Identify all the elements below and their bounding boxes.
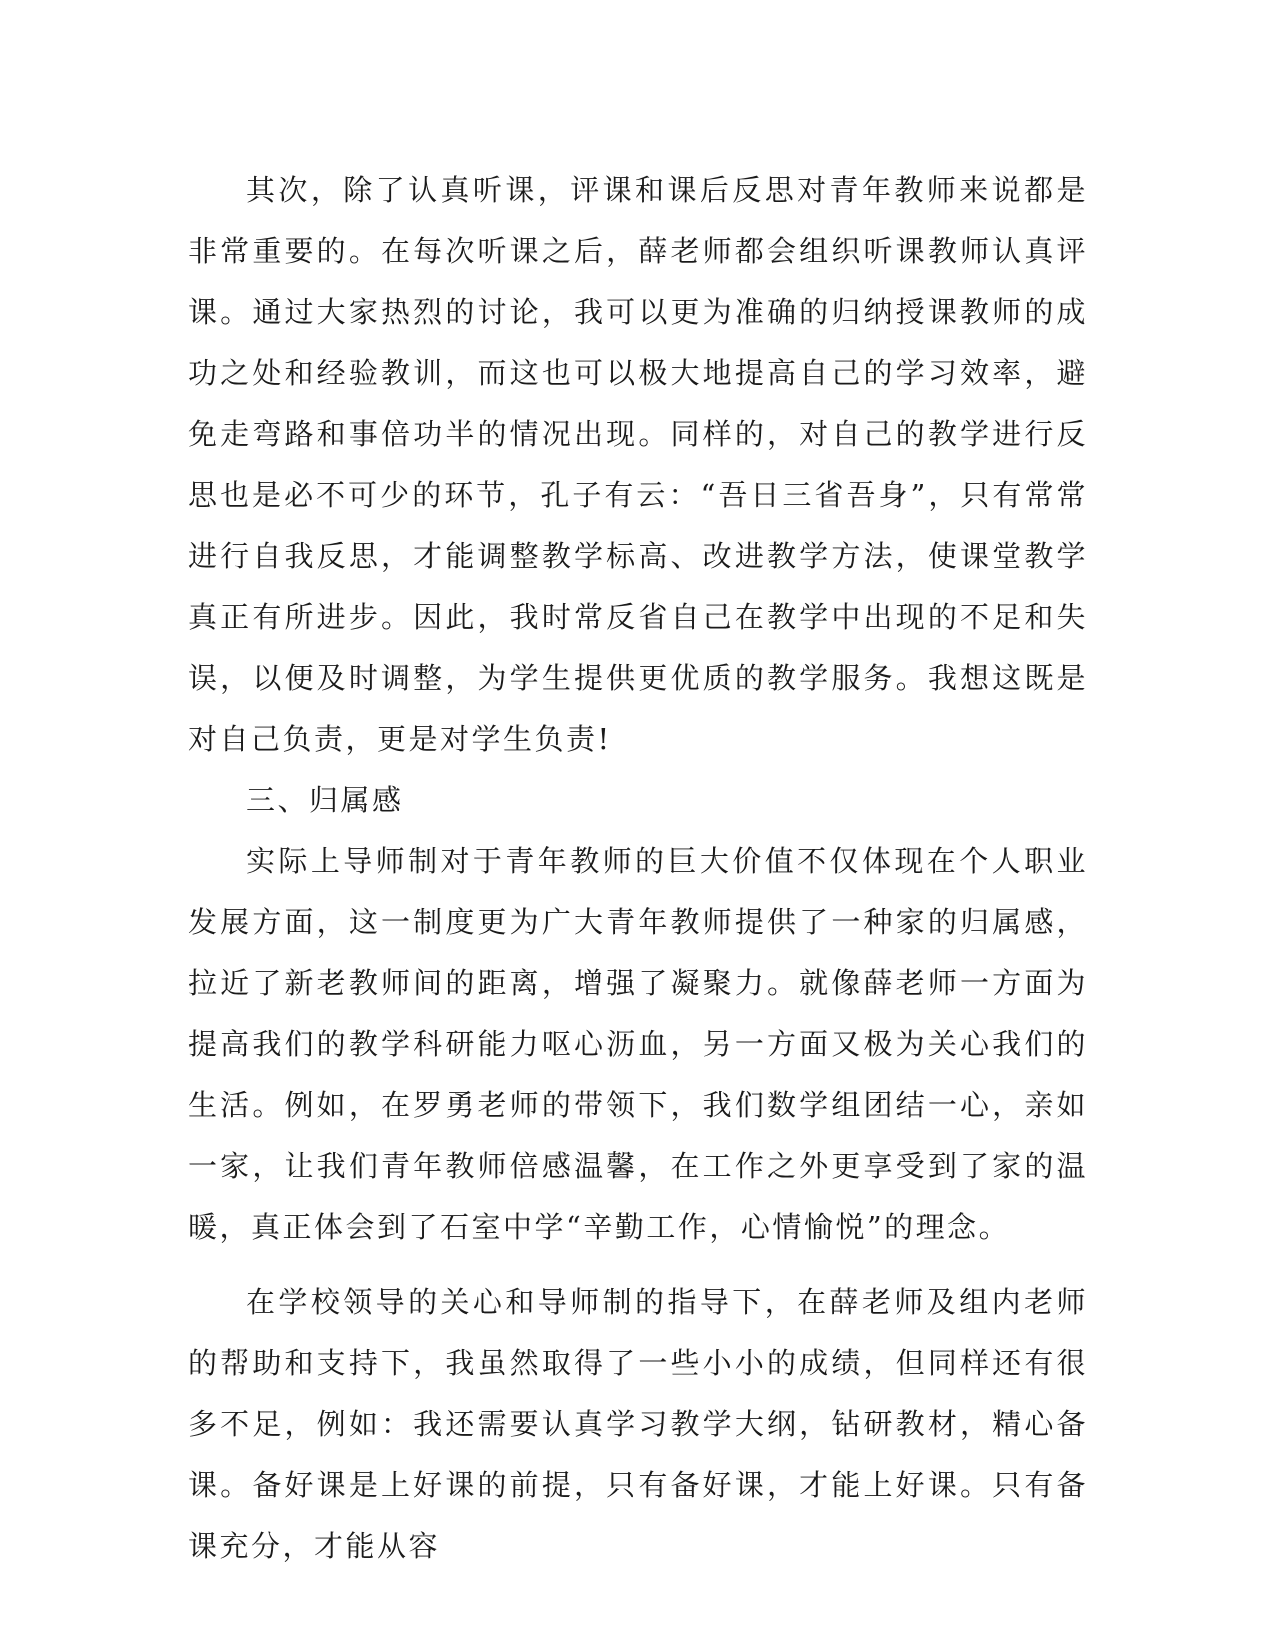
section-heading-belonging: 三、归属感 <box>246 783 404 817</box>
paragraph-belonging: 实际上导师制对于青年教师的巨大价值不仅体现在个人职业发展方面，这一制度更为广大青年教师提供了一种家的归属感，拉近了新老教师间的距离，增强了凝聚力。就像薛老师一方面为提高我们的教学科研能力呕心沥血，另一方面又极为关心我们的生活。例如，在罗勇老师的带领下，我们数学组团结一心，亲如一家，让我们青年教师倍感温馨，在工作之外更享受到了家的温暖，真正体会到了石室中学“辛勤工作，心情愉悦”的理念。 <box>188 844 1088 1244</box>
document-body <box>188 160 1088 1577</box>
paragraph-shortcomings: 在学校领导的关心和导师制的指导下，在薛老师及组内老师的帮助和支持下，我虽然取得了一些小小的成绩，但同样还有很多不足，例如：我还需要认真学习教学大纲，钻研教材，精心备课。备好课是上好课的前提，只有备好课，才能上好课。只有备课充分，才能从容 <box>188 1285 1088 1563</box>
paragraph-reflection: 其次，除了认真听课，评课和课后反思对青年教师来说都是非常重要的。在每次听课之后，薛老师都会组织听课教师认真评课。通过大家热烈的讨论，我可以更为准确的归纳授课教师的成功之处和经验教训，而这也可以极大地提高自己的学习效率，避免走弯路和事倍功半的情况出现。同样的，对自己的教学进行反思也是必不可少的环节，孔子有云：“吾日三省吾身”，只有常常进行自我反思，才能调整教学标高、改进教学方法，使课堂教学真正有所进步。因此，我时常反省自己在教学中出现的不足和失误，以便及时调整，为学生提供更优质的教学服务。我想这既是对自己负责，更是对学生负责! <box>188 173 1088 756</box>
